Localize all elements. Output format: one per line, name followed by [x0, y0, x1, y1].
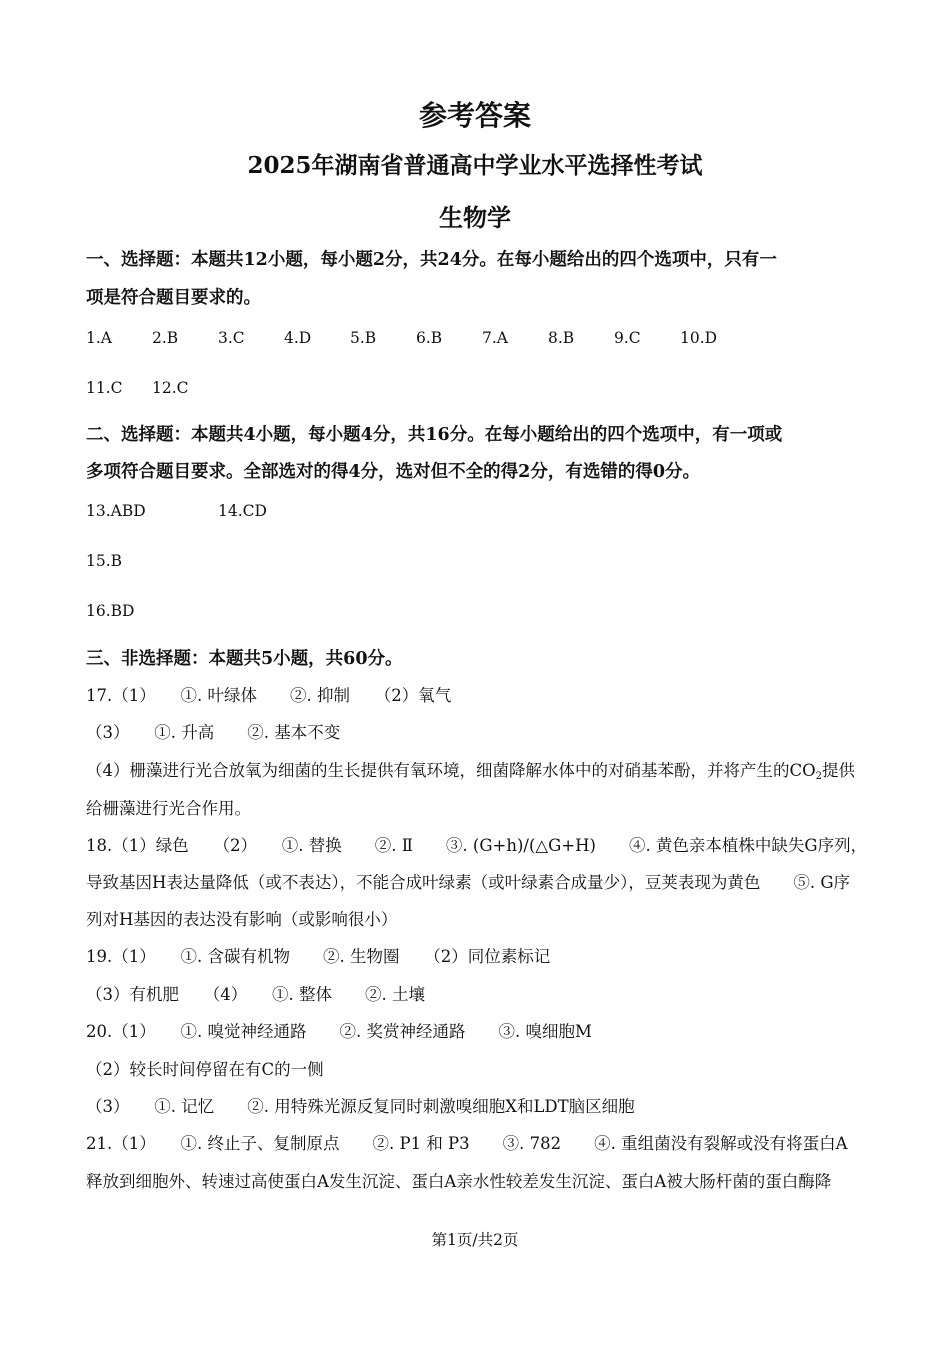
page-title: 参考答案 [418, 99, 531, 132]
answer-item: 11.C [86, 379, 123, 397]
answer-15: 15.B [86, 552, 123, 570]
section2-heading-line1: 二、选择题：本题共4小题，每小题4分，共16分。在每小题给出的四个选项中，有一项或 [86, 425, 783, 445]
q20-line1: 20.（1） ①. 嗅觉神经通路 ②. 奖赏神经通路 ③. 嗅细胞M [86, 1022, 592, 1041]
q17-line1: 17.（1） ①. 叶绿体 ②. 抑制 （2）氧气 [86, 686, 452, 705]
page-footer: 第1页/共2页 [431, 1231, 519, 1249]
answers-row-2 [86, 379, 218, 397]
q21-line2: 释放到细胞外、转速过高使蛋白A发生沉淀、蛋白A亲水性较差发生沉淀、蛋白A被大肠杆菌的蛋白酶降 [86, 1172, 832, 1191]
answer-item: 3.C [218, 329, 245, 347]
q20-line2: （2）较长时间停留在有C的一侧 [86, 1060, 324, 1079]
answer-16: 16.BD [86, 602, 135, 620]
q18-line3: 列对H基因的表达没有影响（或影响很小） [86, 910, 398, 929]
answer-item: 7.A [482, 329, 508, 347]
subject-title: 生物学 [439, 203, 511, 232]
answers-row-13-14 [86, 502, 267, 520]
answer-item: 10.D [680, 329, 718, 347]
exam-title: 2025年湖南省普通高中学业水平选择性考试 [247, 152, 703, 179]
answer-item: 2.B [152, 329, 179, 347]
q17-line3-text: （4）栅藻进行光合放氧为细菌的生长提供有氧环境，细菌降解水体中的对硝基苯酚，并将产生的CO [86, 761, 816, 780]
q19-line2: （3）有机肥 （4） ①. 整体 ②. 土壤 [86, 985, 425, 1004]
section1-heading-line2: 项是符合题目要求的。 [86, 288, 261, 308]
section1-heading-line1: 一、选择题：本题共12小题，每小题2分，共24分。在每小题给出的四个选项中，只有一 [86, 250, 777, 270]
answer-item: 9.C [614, 329, 641, 347]
q17-line3-end: 提供 [822, 761, 856, 780]
answer-item: 6.B [416, 329, 443, 347]
q17-line3 [86, 757, 855, 782]
answers-row-1 [86, 329, 746, 347]
section3-heading: 三、非选择题：本题共5小题，共60分。 [86, 649, 403, 669]
answer-item: 4.D [284, 329, 312, 347]
answer-item: 12.C [152, 379, 189, 397]
q20-line3: （3） ①. 记忆 ②. 用特殊光源反复同时刺激嗅细胞X和LDT脑区细胞 [86, 1097, 635, 1116]
section2-heading-line2: 多项符合题目要求。全部选对的得4分，选对但不全的得2分，有选错的得0分。 [86, 462, 701, 482]
answer-item: 14.CD [218, 502, 267, 520]
q21-line1: 21.（1） ①. 终止子、复制原点 ②. P1 和 P3 ③. 782 ④. 重组菌没有裂解或没有将蛋白A [86, 1134, 848, 1153]
answer-item: 1.A [86, 329, 112, 347]
answer-item: 13.ABD [86, 502, 146, 520]
q18-line1: 18.（1）绿色 （2） ①. 替换 ②. Ⅱ ③. (G+h)/(△G+H) ④. 黄色亲本植株中缺失G序列， [86, 836, 868, 855]
q19-line1: 19.（1） ①. 含碳有机物 ②. 生物圈 （2）同位素标记 [86, 947, 551, 966]
answer-item: 8.B [548, 329, 575, 347]
q18-line2: 导致基因H表达量降低（或不表达），不能合成叶绿素（或叶绿素合成量少），豆荚表现为黄色 ⑤. G序 [86, 873, 851, 892]
q17-line2: （3） ①. 升高 ②. 基本不变 [86, 723, 341, 742]
q17-line3-subscript: 2 [815, 771, 823, 782]
answer-item: 5.B [350, 329, 377, 347]
q17-line4: 给栅藻进行光合作用。 [86, 799, 251, 818]
